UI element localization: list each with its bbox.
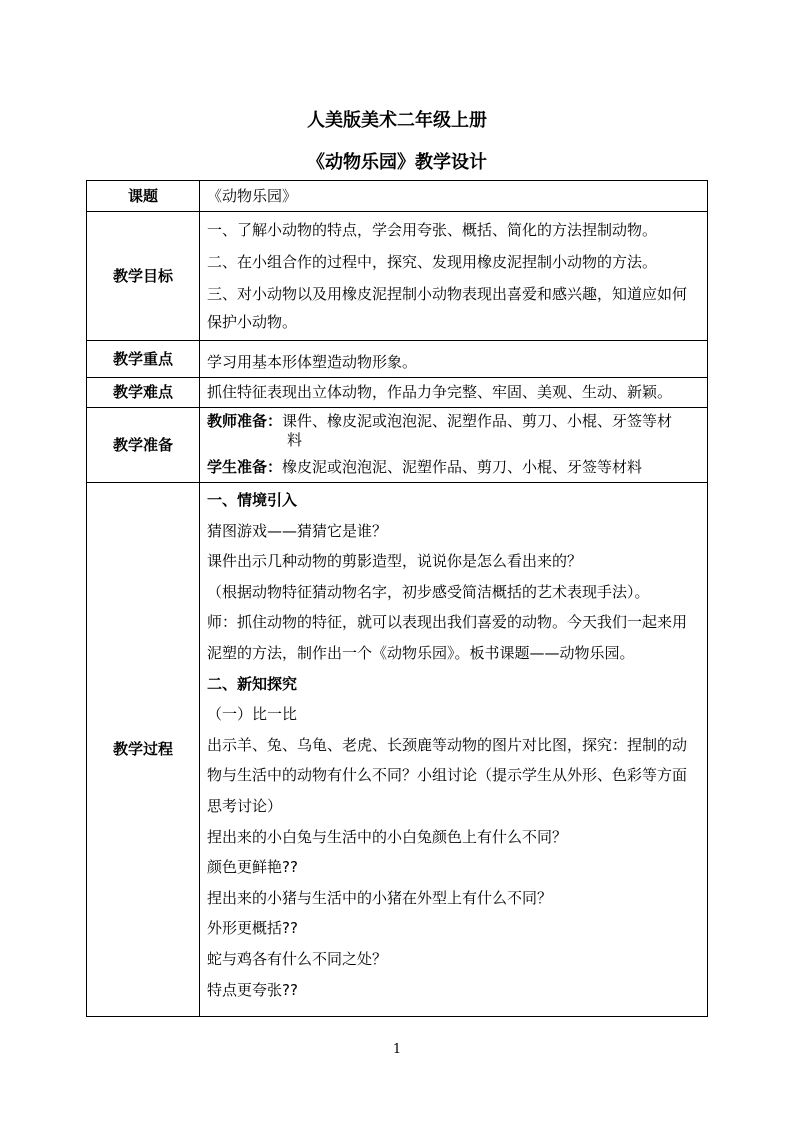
process-line: 颜色更鲜艳??: [207, 858, 298, 877]
row-content-topic: [200, 181, 708, 212]
process-line: 猜图游戏——猜猜它是谁？: [207, 521, 388, 540]
key-point-text: 学习用基本形体塑造动物形象。: [207, 352, 418, 371]
process-paragraph: 师：抓住动物的特征，就可以表现出我们喜爱的动物。今天我们一起来用泥塑的方法，制作出一个《动物乐园》。板书课题——动物乐园。: [207, 613, 688, 662]
student-prep-text: 橡皮泥或泡泡泥、泥塑作品、剪刀、小棍、牙签等材料: [282, 458, 643, 476]
student-prep: [207, 449, 701, 479]
row-label-key-point: 教学重点: [87, 341, 200, 378]
process-paragraph: 出示羊、兔、乌龟、老虎、长颈鹿等动物的图片对比图，探究：捏制的动物与生活中的动物有什么不同？小组讨论（提示学生从外形、色彩等方面思考讨论）: [207, 735, 688, 815]
objective-1: 一、了解小动物的特点，学会用夸张、概括、简化的方法捏制动物。: [207, 221, 658, 239]
objective-2: 二、在小组合作的过程中，探究、发现用橡皮泥捏制小动物的方法。: [207, 253, 658, 271]
process-line: 特点更夸张??: [207, 980, 298, 999]
table-row-topic: [87, 181, 708, 212]
process-line: 捏出来的小白兔与生活中的小白兔颜色上有什么不同？: [207, 827, 568, 846]
process-section-1-heading: 一、情境引入: [207, 491, 298, 509]
document-title: 人美版美术二年级上册: [307, 110, 487, 131]
row-content-objectives: [200, 212, 708, 341]
objective-3: 三、对小动物以及用橡皮泥捏制小动物表现出喜爱和感兴趣，知道应如何保护小动物。: [207, 285, 688, 331]
row-label-process: 教学过程: [87, 483, 200, 1017]
process-line: 捏出来的小猪与生活中的小猪在外型上有什么不同？: [207, 888, 553, 907]
row-content-difficulty: [200, 378, 708, 408]
row-content-process: [200, 483, 708, 1017]
row-label-preparation: 教学准备: [87, 408, 200, 483]
row-content-preparation: [200, 408, 708, 483]
teacher-prep: [207, 411, 701, 431]
row-content-key-point: [200, 341, 708, 378]
teacher-prep-text: 课件、橡皮泥或泡泡泥、泥塑作品、剪刀、小棍、牙签等材: [282, 412, 673, 430]
process-line: 外形更概括??: [207, 919, 298, 938]
table-row-difficulty: [87, 378, 708, 408]
document-subtitle: 《动物乐园》教学设计: [307, 152, 487, 173]
teacher-prep-continuation: 料: [287, 431, 303, 449]
row-label-topic: 课题: [87, 181, 200, 212]
teacher-prep-label: 教师准备：: [207, 412, 283, 430]
student-prep-label: 学生准备：: [207, 458, 283, 476]
topic-text: 《动物乐园》: [207, 186, 298, 205]
table-row-process: [87, 483, 708, 1017]
table-row-objectives: [87, 212, 708, 341]
lesson-plan-table: [86, 180, 708, 1017]
process-line: （根据动物特征猜动物名字，初步感受简洁概括的艺术表现手法）。: [207, 582, 650, 601]
table-row-preparation: [87, 408, 708, 483]
process-section-2-heading: 二、新知探究: [207, 674, 298, 693]
page-number: 1: [392, 1042, 402, 1057]
process-line: 课件出示几种动物的剪影造型，说说你是怎么看出来的？: [207, 552, 583, 571]
table-row-key-point: [87, 341, 708, 378]
process-subheading: （一）比一比: [207, 705, 298, 724]
row-label-objectives: 教学目标: [87, 212, 200, 341]
process-line: 蛇与鸡各有什么不同之处？: [207, 949, 388, 968]
difficulty-text: 抓住特征表现出立体动物，作品力争完整、牢固、美观、生动、新颖。: [207, 383, 673, 401]
row-label-difficulty: 教学难点: [87, 378, 200, 408]
